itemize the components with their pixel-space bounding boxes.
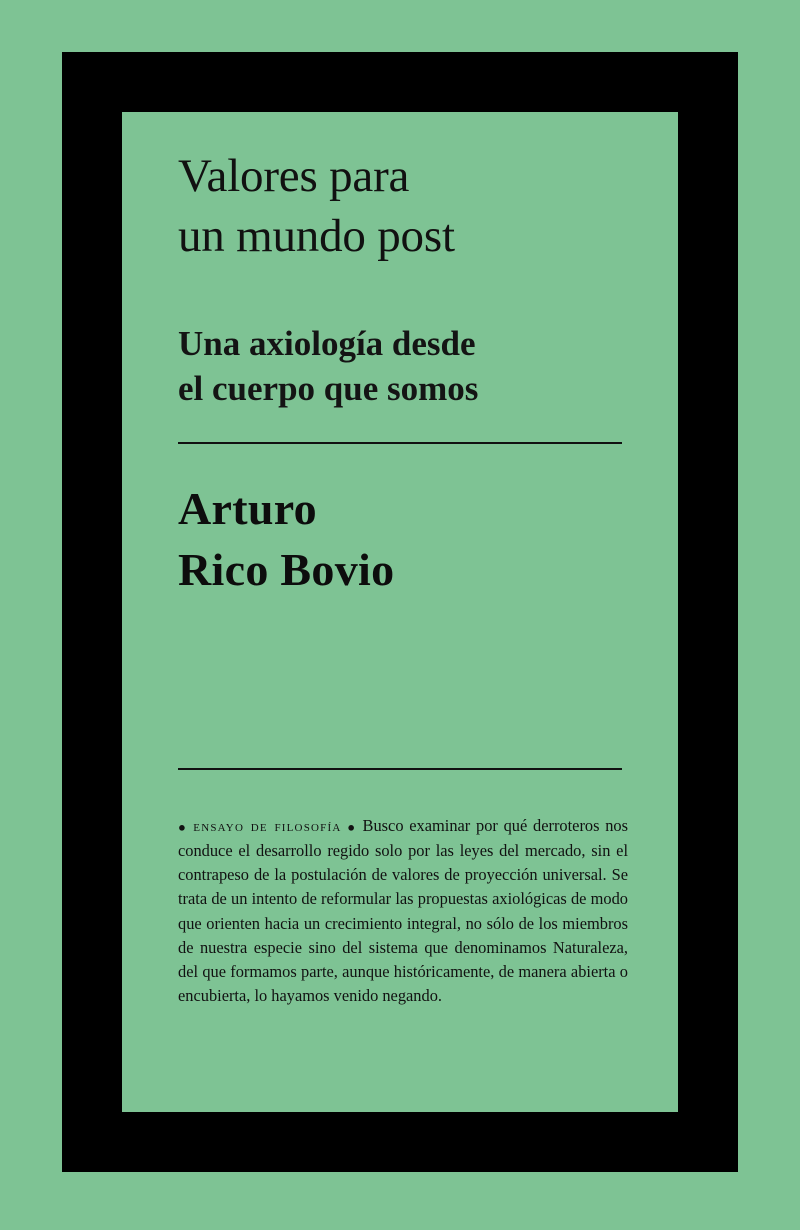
blurb-paragraph [178, 770, 628, 1008]
subtitle-line-1: Una axiología desde [178, 324, 476, 364]
subtitle-line-2: el cuerpo que somos [178, 369, 479, 409]
bullet-right-icon: ● [347, 819, 357, 835]
page-title [178, 146, 626, 266]
category-label: ensayo de filosofía [193, 818, 342, 836]
title-line-1: Valores para [178, 150, 410, 202]
author-line-1: Arturo [178, 482, 317, 534]
author-line-2: Rico Bovio [178, 544, 395, 596]
cover-content [178, 146, 629, 1009]
author-name [178, 444, 626, 600]
blurb-text: Busco examinar por qué derroteros nos conduce el desarrollo regido solo por las leyes del mercado, sin el contrapeso de la postulación de valores de proyección universal. Se trata de un intento de reformular las propuestas axiológicas de modo que orienten hacia un crecimiento integral, no sólo de los miembros de nuestra especie sino del sistema que denominamos Naturaleza, del que formamos parte, aunque históricamente, de manera abierta o encubierta, lo hayamos venido negando. [178, 816, 629, 1006]
bullet-left-icon: ● [178, 819, 188, 835]
subtitle [178, 266, 626, 412]
title-line-2: un mundo post [178, 210, 455, 263]
cover-panel [122, 112, 678, 1112]
